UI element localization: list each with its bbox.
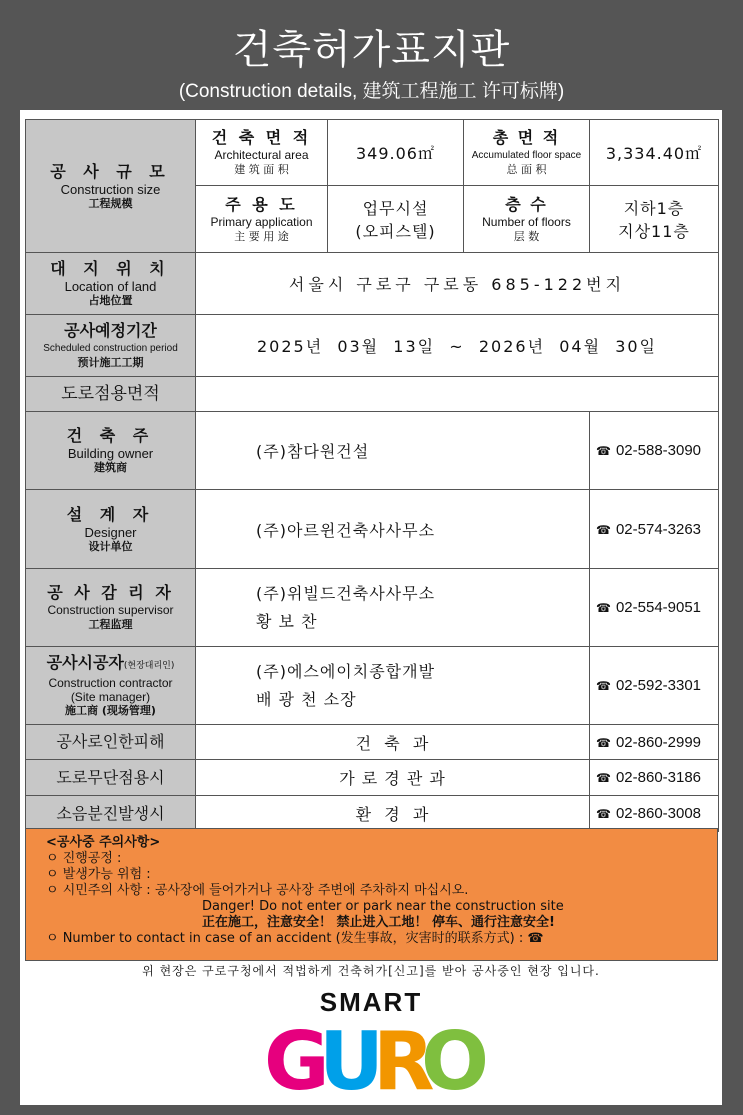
notice-risk: ㅇ 발생가능 위험 : — [46, 867, 151, 882]
value-period: 2025년 03월 13일 ~ 2026년 04월 30일 — [196, 315, 719, 377]
sign-board — [20, 110, 722, 1108]
row-designer — [26, 490, 719, 569]
value-designer: (주)아르윈건축사사무소 — [196, 490, 590, 569]
logo-smart-text: SMART — [319, 987, 423, 1017]
row-supervisor — [26, 569, 719, 647]
label-primary-use: 주 용 도 Primary application 主 要 用 途 — [196, 186, 328, 253]
notice-danger-en: Danger! Do not enter or park near the construction site — [202, 899, 564, 914]
phone-contractor: ☎ 02-592-3301 — [590, 647, 719, 725]
value-primary-use: 업무시설 (오피스텔) — [328, 186, 464, 253]
logo-letter-u: U — [319, 1015, 384, 1108]
logo-letter-r: R — [373, 1015, 435, 1108]
phone-damage: ☎ 02-860-2999 — [590, 725, 719, 760]
label-location: 대 지 위 치 Location of land 占地位置 — [26, 253, 196, 315]
footer-note: 위 현장은 구로구청에서 적법하게 건축허가[신고]를 받아 공사중인 현장 입니다. — [142, 964, 600, 978]
logo-letter-g: G — [264, 1015, 330, 1108]
row-arch-area — [26, 120, 719, 186]
label-floors: 층 수 Number of floors 层 数 — [464, 186, 590, 253]
row-noise — [26, 796, 719, 832]
value-contractor: (주)에스에이치종합개발 배 광 천 소장 — [196, 647, 590, 725]
phone-icon: ☎ — [596, 679, 611, 693]
row-location — [26, 253, 719, 315]
phone-icon: ☎ — [596, 522, 611, 537]
value-arch-area: 349.06㎡ — [328, 120, 464, 186]
value-noise: 환 경 과 — [196, 796, 590, 832]
value-total-area: 3,334.40㎡ — [590, 120, 719, 186]
label-owner: 건 축 주 Building owner 建筑商 — [26, 412, 196, 490]
row-road-unauth — [26, 760, 719, 796]
value-supervisor: (주)위빌드건축사사무소 황 보 찬 — [196, 569, 590, 647]
phone-icon: ☎ — [596, 735, 611, 750]
phone-supervisor: ☎ 02-554-9051 — [590, 569, 719, 647]
notice-heading: <공사중 주의사항> — [46, 835, 161, 850]
label-road-area: 도로점용면적 — [26, 377, 196, 412]
label-designer: 설 계 자 Designer 设计单位 — [26, 490, 196, 569]
label-damage: 공사로인한피해 — [26, 725, 196, 760]
label-total-area: 총 면 적 Accumulated floor space 总 面 积 — [464, 120, 590, 186]
logo-letter-o: O — [421, 1015, 490, 1108]
notice-citizen: ㅇ 시민주의 사항 : 공사장에 들어가거나 공사장 주변에 주차하지 마십시오. — [46, 883, 469, 898]
value-floors: 지하1층 지상11층 — [590, 186, 719, 253]
notice-process: ㅇ 진행공정 : — [46, 851, 122, 866]
phone-designer: ☎ 02-574-3263 — [590, 490, 719, 569]
row-road-area — [26, 377, 719, 412]
value-road-unauth: 가 로 경 관 과 — [196, 760, 590, 796]
label-construction-size: 공 사 규 모 Construction size 工程规模 — [26, 120, 196, 253]
notice-contact: ㅇ Number to contact in case of an accident (发生事故，灾害时的联系方式) : ☎ — [46, 931, 544, 946]
label-arch-area: 건 축 면 적 Architectural area 建 筑 面 积 — [196, 120, 328, 186]
phone-icon: ☎ — [596, 807, 611, 821]
smart-guro-logo — [261, 1015, 490, 1108]
label-noise: 소음분진발생시 — [26, 796, 196, 832]
phone-icon: ☎ — [596, 771, 611, 785]
label-road-unauth: 도로무단점용시 — [26, 760, 196, 796]
label-supervisor: 공 사 감 리 자 Construction supervisor 工程监理 — [26, 569, 196, 647]
row-period — [26, 315, 719, 377]
row-owner — [26, 412, 719, 490]
value-road-area — [196, 377, 719, 412]
phone-owner: ☎ 02-588-3090 — [590, 412, 719, 490]
value-location: 서울시 구로구 구로동 685-122번지 — [196, 253, 719, 315]
page-subtitle: (Construction details, 建筑工程施工 许可标牌) — [178, 81, 565, 102]
info-table — [25, 119, 719, 832]
label-contractor: 공사시공자(현장대리인) Construction contractor (Site manager) 施工商 (现场管理) — [26, 647, 196, 725]
phone-icon: ☎ — [596, 601, 611, 615]
phone-road-unauth: ☎ 02-860-3186 — [590, 760, 719, 796]
label-period: 공사예정기간 Scheduled construction period 预计施工工期 — [26, 315, 196, 377]
notice-box — [25, 828, 718, 961]
value-damage: 건 축 과 — [196, 725, 590, 760]
row-contractor — [26, 647, 719, 725]
phone-icon: ☎ — [596, 444, 611, 458]
phone-noise: ☎ 02-860-3008 — [590, 796, 719, 832]
row-damage — [26, 725, 719, 760]
notice-danger-cn: 正在施工，注意安全！ 禁止进入工地！ 停车、通行注意安全! — [202, 915, 555, 930]
page-title: 건축허가표지판 — [232, 27, 511, 73]
value-owner: (주)참다원건설 — [196, 412, 590, 490]
